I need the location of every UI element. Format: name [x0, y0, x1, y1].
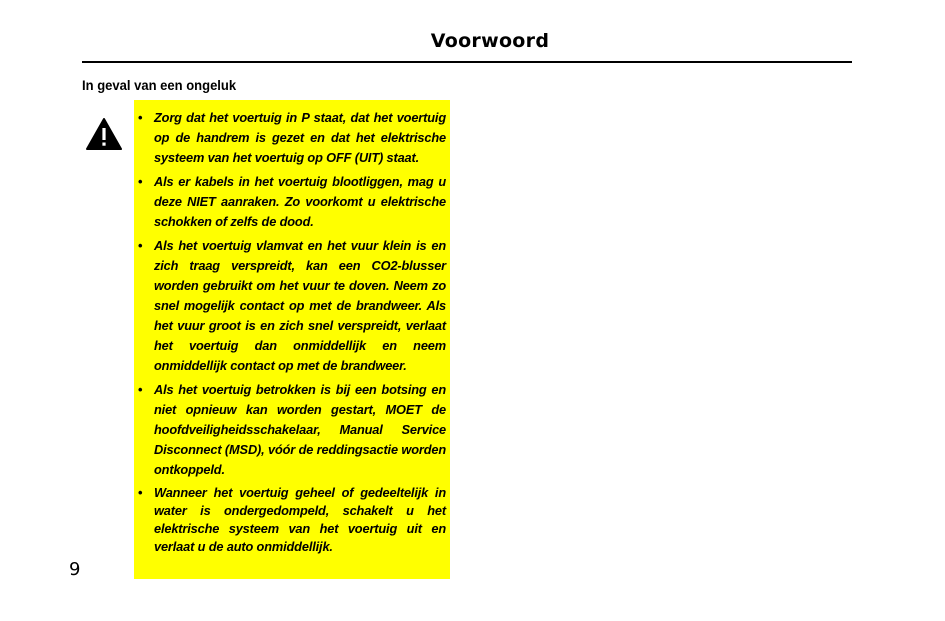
- warning-list: [138, 108, 446, 556]
- warning-item-text: Zorg dat het voertuig in P staat, dat het voertuig op de handrem is gezet en dat het elektrische systeem van het voertuig op OFF (UIT) staat.: [154, 110, 446, 165]
- warning-item-text: Als er kabels in het voertuig blootliggen, mag u deze NIET aanraken. Zo voorkomt u elektrische schokken of zelfs de dood.: [154, 174, 446, 229]
- warning-item: [138, 484, 446, 556]
- bullet: •: [138, 238, 143, 253]
- warning-item: [138, 172, 446, 232]
- bullet: •: [138, 174, 143, 189]
- warning-item: [138, 380, 446, 480]
- bullet: •: [138, 110, 143, 125]
- title-divider: [82, 61, 852, 63]
- page-number: 9: [69, 559, 81, 580]
- section-heading: In geval van een ongeluk: [82, 77, 237, 93]
- bullet: •: [138, 485, 143, 500]
- warning-item-text: Als het voertuig vlamvat en het vuur klein is en zich traag verspreidt, kan een CO2-blusser worden gebruikt om het vuur te doven. Neem zo snel mogelijk contact op met de brandweer. Als het vuur groot is en zich snel verspreidt, verlaat het voertuig dan onmiddellijk en neem onmiddellijk contact op met de brandweer.: [154, 238, 446, 373]
- warning-item-text: Wanneer het voertuig geheel of gedeeltelijk in water is ondergedompeld, schakelt u het elektrische systeem van het voertuig uit en verlaat u de auto onmiddellijk.: [154, 485, 446, 554]
- warning-triangle-icon: [86, 117, 122, 151]
- warning-item-text: Als het voertuig betrokken is bij een botsing en niet opnieuw kan worden gestart, MOET de hoofdveiligheidsschakelaar, Manual Service Disconnect (MSD), vóór de reddingsactie worden ontkoppeld.: [154, 382, 446, 477]
- page-title: Voorwoord: [430, 30, 550, 52]
- warning-box: [134, 100, 450, 579]
- warning-item: [138, 236, 446, 376]
- bullet: •: [138, 382, 143, 397]
- warning-item: [138, 108, 446, 168]
